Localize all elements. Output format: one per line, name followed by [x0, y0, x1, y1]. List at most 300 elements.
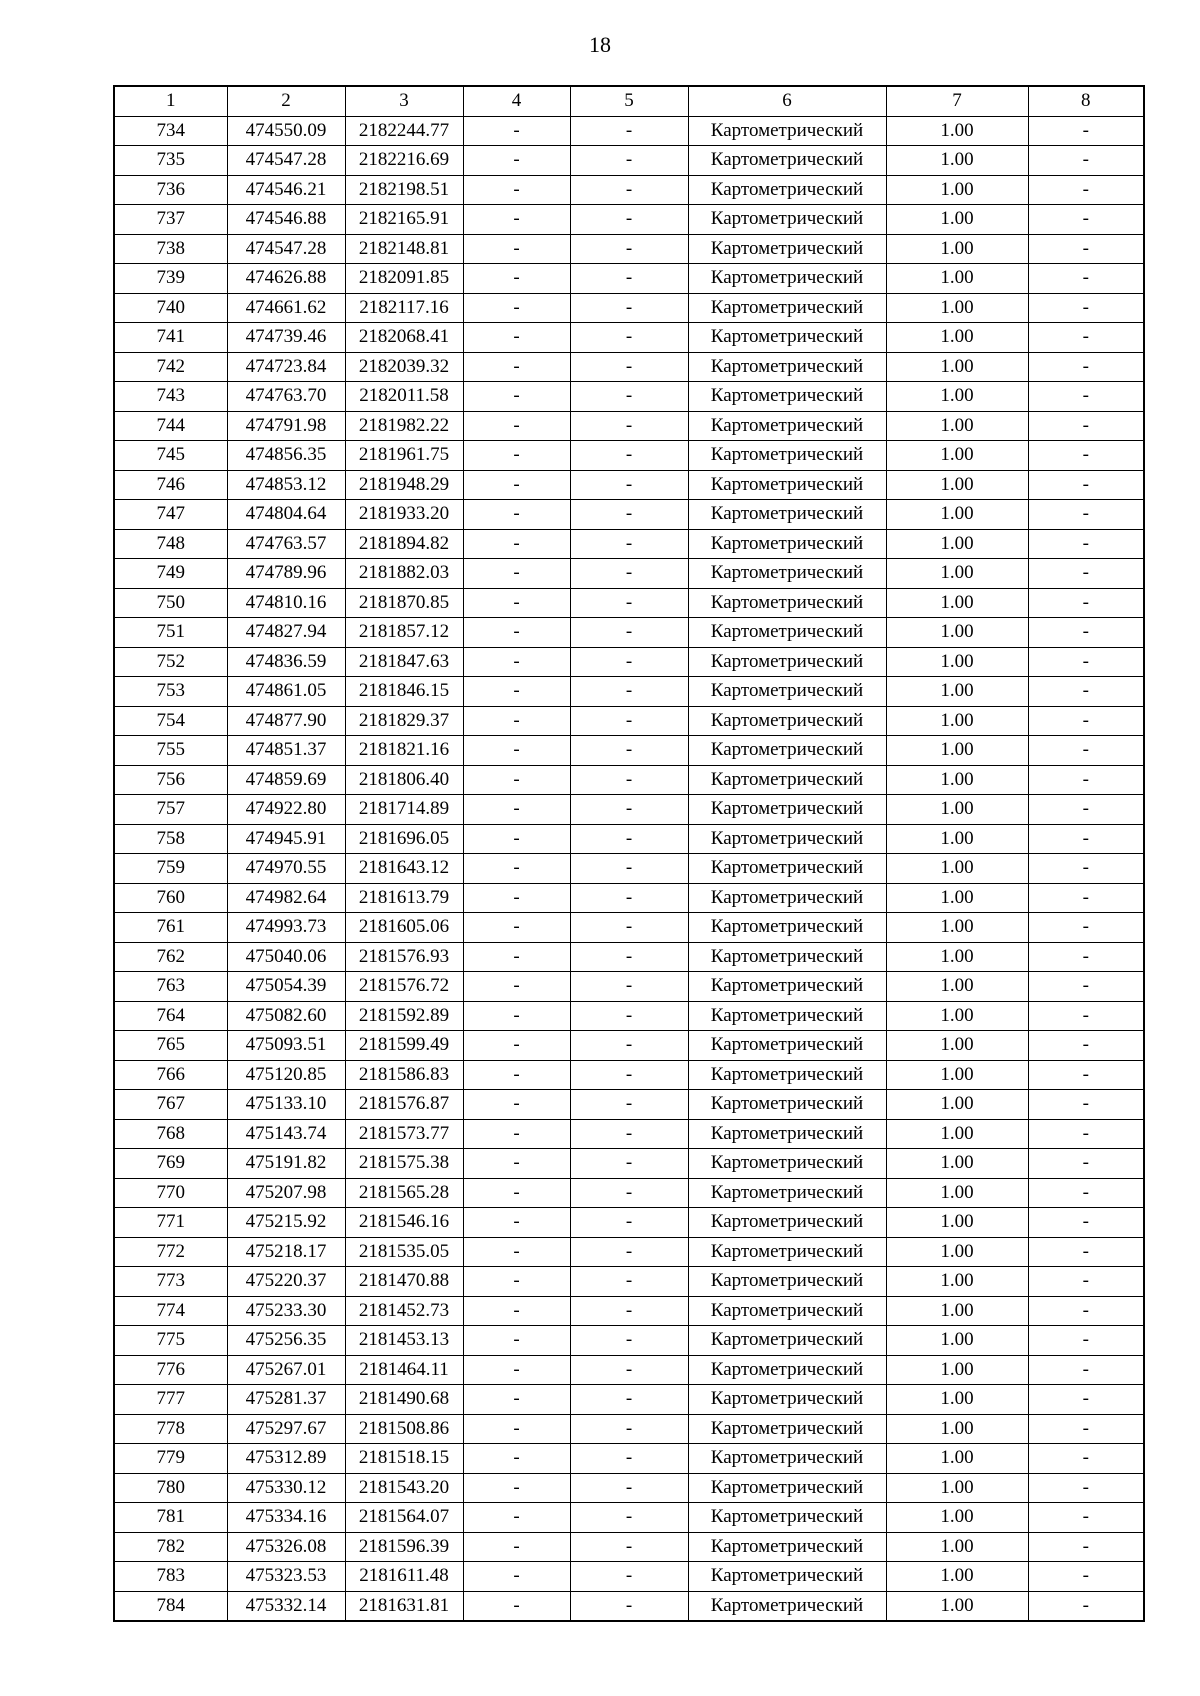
table-row — [114, 1562, 1144, 1592]
y-coordinate-cell: 2181829.37 — [345, 706, 463, 736]
accuracy-cell: 1.00 — [886, 824, 1028, 854]
point-number-cell: 782 — [114, 1532, 227, 1562]
column-4-cell: - — [463, 618, 570, 648]
method-cell: Картометрический — [688, 1090, 886, 1120]
x-coordinate-cell: 474877.90 — [227, 706, 345, 736]
accuracy-cell: 1.00 — [886, 618, 1028, 648]
column-8-cell: - — [1028, 1149, 1144, 1179]
x-coordinate-cell: 475040.06 — [227, 942, 345, 972]
x-coordinate-cell: 474804.64 — [227, 500, 345, 530]
column-4-cell: - — [463, 116, 570, 146]
x-coordinate-cell: 475297.67 — [227, 1414, 345, 1444]
column-5-cell: - — [570, 1090, 688, 1120]
table-row — [114, 1326, 1144, 1356]
x-coordinate-cell: 474546.88 — [227, 205, 345, 235]
x-coordinate-cell: 474861.05 — [227, 677, 345, 707]
point-number-cell: 762 — [114, 942, 227, 972]
column-4-cell: - — [463, 1149, 570, 1179]
table-row — [114, 1385, 1144, 1415]
column-4-cell: - — [463, 1090, 570, 1120]
table-row — [114, 1237, 1144, 1267]
point-number-cell: 779 — [114, 1444, 227, 1474]
table-row — [114, 411, 1144, 441]
table-row — [114, 706, 1144, 736]
x-coordinate-cell: 474945.91 — [227, 824, 345, 854]
method-cell: Картометрический — [688, 175, 886, 205]
column-5-cell: - — [570, 1503, 688, 1533]
table-row — [114, 883, 1144, 913]
column-4-cell: - — [463, 559, 570, 589]
y-coordinate-cell: 2181948.29 — [345, 470, 463, 500]
column-5-cell: - — [570, 1591, 688, 1621]
column-8-cell: - — [1028, 677, 1144, 707]
x-coordinate-cell: 475054.39 — [227, 972, 345, 1002]
accuracy-cell: 1.00 — [886, 1149, 1028, 1179]
header-cell: 5 — [570, 86, 688, 116]
y-coordinate-cell: 2181611.48 — [345, 1562, 463, 1592]
column-4-cell: - — [463, 1414, 570, 1444]
column-5-cell: - — [570, 529, 688, 559]
column-5-cell: - — [570, 1060, 688, 1090]
point-number-cell: 769 — [114, 1149, 227, 1179]
column-8-cell: - — [1028, 500, 1144, 530]
point-number-cell: 740 — [114, 293, 227, 323]
accuracy-cell: 1.00 — [886, 706, 1028, 736]
method-cell: Картометрический — [688, 618, 886, 648]
column-4-cell: - — [463, 1562, 570, 1592]
column-8-cell: - — [1028, 765, 1144, 795]
accuracy-cell: 1.00 — [886, 1355, 1028, 1385]
x-coordinate-cell: 475133.10 — [227, 1090, 345, 1120]
accuracy-cell: 1.00 — [886, 588, 1028, 618]
accuracy-cell: 1.00 — [886, 883, 1028, 913]
column-4-cell: - — [463, 942, 570, 972]
column-5-cell: - — [570, 1119, 688, 1149]
header-cell: 1 — [114, 86, 227, 116]
x-coordinate-cell: 474970.55 — [227, 854, 345, 884]
column-4-cell: - — [463, 1296, 570, 1326]
point-number-cell: 750 — [114, 588, 227, 618]
column-4-cell: - — [463, 1031, 570, 1061]
column-4-cell: - — [463, 588, 570, 618]
y-coordinate-cell: 2181982.22 — [345, 411, 463, 441]
point-number-cell: 744 — [114, 411, 227, 441]
accuracy-cell: 1.00 — [886, 529, 1028, 559]
x-coordinate-cell: 475312.89 — [227, 1444, 345, 1474]
y-coordinate-cell: 2181696.05 — [345, 824, 463, 854]
column-5-cell: - — [570, 1237, 688, 1267]
x-coordinate-cell: 475082.60 — [227, 1001, 345, 1031]
table-row — [114, 647, 1144, 677]
point-number-cell: 735 — [114, 146, 227, 176]
table-row — [114, 942, 1144, 972]
column-4-cell: - — [463, 913, 570, 943]
method-cell: Картометрический — [688, 1591, 886, 1621]
table-row — [114, 1267, 1144, 1297]
table-row — [114, 1444, 1144, 1474]
point-number-cell: 761 — [114, 913, 227, 943]
method-cell: Картометрический — [688, 441, 886, 471]
x-coordinate-cell: 474827.94 — [227, 618, 345, 648]
column-8-cell: - — [1028, 824, 1144, 854]
method-cell: Картометрический — [688, 1119, 886, 1149]
method-cell: Картометрический — [688, 1237, 886, 1267]
column-8-cell: - — [1028, 205, 1144, 235]
accuracy-cell: 1.00 — [886, 234, 1028, 264]
method-cell: Картометрический — [688, 1149, 886, 1179]
point-number-cell: 777 — [114, 1385, 227, 1415]
y-coordinate-cell: 2182068.41 — [345, 323, 463, 353]
column-8-cell: - — [1028, 234, 1144, 264]
accuracy-cell: 1.00 — [886, 1060, 1028, 1090]
point-number-cell: 748 — [114, 529, 227, 559]
method-cell: Картометрический — [688, 323, 886, 353]
method-cell: Картометрический — [688, 706, 886, 736]
accuracy-cell: 1.00 — [886, 116, 1028, 146]
x-coordinate-cell: 474859.69 — [227, 765, 345, 795]
x-coordinate-cell: 474547.28 — [227, 234, 345, 264]
column-5-cell: - — [570, 1385, 688, 1415]
x-coordinate-cell: 474922.80 — [227, 795, 345, 825]
point-number-cell: 776 — [114, 1355, 227, 1385]
y-coordinate-cell: 2181894.82 — [345, 529, 463, 559]
method-cell: Картометрический — [688, 234, 886, 264]
column-5-cell: - — [570, 264, 688, 294]
table-row — [114, 854, 1144, 884]
table-row — [114, 1031, 1144, 1061]
method-cell: Картометрический — [688, 824, 886, 854]
column-4-cell: - — [463, 323, 570, 353]
column-4-cell: - — [463, 1473, 570, 1503]
method-cell: Картометрический — [688, 559, 886, 589]
column-4-cell: - — [463, 264, 570, 294]
x-coordinate-cell: 475143.74 — [227, 1119, 345, 1149]
method-cell: Картометрический — [688, 1532, 886, 1562]
accuracy-cell: 1.00 — [886, 352, 1028, 382]
accuracy-cell: 1.00 — [886, 175, 1028, 205]
table-row — [114, 824, 1144, 854]
method-cell: Картометрический — [688, 1562, 886, 1592]
column-8-cell: - — [1028, 972, 1144, 1002]
accuracy-cell: 1.00 — [886, 1237, 1028, 1267]
header-cell: 2 — [227, 86, 345, 116]
column-8-cell: - — [1028, 529, 1144, 559]
column-4-cell: - — [463, 706, 570, 736]
column-8-cell: - — [1028, 441, 1144, 471]
column-5-cell: - — [570, 382, 688, 412]
column-4-cell: - — [463, 529, 570, 559]
column-4-cell: - — [463, 1237, 570, 1267]
y-coordinate-cell: 2181464.11 — [345, 1355, 463, 1385]
column-8-cell: - — [1028, 795, 1144, 825]
column-8-cell: - — [1028, 1296, 1144, 1326]
column-8-cell: - — [1028, 1562, 1144, 1592]
x-coordinate-cell: 475093.51 — [227, 1031, 345, 1061]
accuracy-cell: 1.00 — [886, 146, 1028, 176]
x-coordinate-cell: 475323.53 — [227, 1562, 345, 1592]
point-number-cell: 770 — [114, 1178, 227, 1208]
accuracy-cell: 1.00 — [886, 1296, 1028, 1326]
y-coordinate-cell: 2181857.12 — [345, 618, 463, 648]
point-number-cell: 739 — [114, 264, 227, 294]
x-coordinate-cell: 475334.16 — [227, 1503, 345, 1533]
accuracy-cell: 1.00 — [886, 205, 1028, 235]
y-coordinate-cell: 2181564.07 — [345, 1503, 463, 1533]
x-coordinate-cell: 475233.30 — [227, 1296, 345, 1326]
x-coordinate-cell: 475220.37 — [227, 1267, 345, 1297]
y-coordinate-cell: 2182216.69 — [345, 146, 463, 176]
accuracy-cell: 1.00 — [886, 411, 1028, 441]
x-coordinate-cell: 474789.96 — [227, 559, 345, 589]
column-4-cell: - — [463, 795, 570, 825]
column-8-cell: - — [1028, 1267, 1144, 1297]
column-5-cell: - — [570, 677, 688, 707]
method-cell: Картометрический — [688, 942, 886, 972]
y-coordinate-cell: 2181546.16 — [345, 1208, 463, 1238]
column-5-cell: - — [570, 736, 688, 766]
accuracy-cell: 1.00 — [886, 1090, 1028, 1120]
column-4-cell: - — [463, 736, 570, 766]
x-coordinate-cell: 474763.70 — [227, 382, 345, 412]
x-coordinate-cell: 475326.08 — [227, 1532, 345, 1562]
column-5-cell: - — [570, 441, 688, 471]
column-4-cell: - — [463, 1444, 570, 1474]
column-8-cell: - — [1028, 264, 1144, 294]
column-5-cell: - — [570, 1149, 688, 1179]
column-5-cell: - — [570, 1532, 688, 1562]
point-number-cell: 753 — [114, 677, 227, 707]
method-cell: Картометрический — [688, 1208, 886, 1238]
method-cell: Картометрический — [688, 205, 886, 235]
column-5-cell: - — [570, 175, 688, 205]
accuracy-cell: 1.00 — [886, 293, 1028, 323]
accuracy-cell: 1.00 — [886, 1444, 1028, 1474]
y-coordinate-cell: 2181543.20 — [345, 1473, 463, 1503]
y-coordinate-cell: 2181933.20 — [345, 500, 463, 530]
accuracy-cell: 1.00 — [886, 1208, 1028, 1238]
x-coordinate-cell: 474723.84 — [227, 352, 345, 382]
x-coordinate-cell: 474856.35 — [227, 441, 345, 471]
table-row — [114, 559, 1144, 589]
table-row — [114, 1503, 1144, 1533]
point-number-cell: 734 — [114, 116, 227, 146]
table-row — [114, 1178, 1144, 1208]
point-number-cell: 751 — [114, 618, 227, 648]
table-body — [114, 116, 1144, 1621]
x-coordinate-cell: 474851.37 — [227, 736, 345, 766]
y-coordinate-cell: 2181576.93 — [345, 942, 463, 972]
method-cell: Картометрический — [688, 647, 886, 677]
column-8-cell: - — [1028, 116, 1144, 146]
x-coordinate-cell: 475207.98 — [227, 1178, 345, 1208]
column-4-cell: - — [463, 205, 570, 235]
column-8-cell: - — [1028, 175, 1144, 205]
table-row — [114, 529, 1144, 559]
column-5-cell: - — [570, 1208, 688, 1238]
column-8-cell: - — [1028, 1532, 1144, 1562]
accuracy-cell: 1.00 — [886, 559, 1028, 589]
point-number-cell: 743 — [114, 382, 227, 412]
table-row — [114, 382, 1144, 412]
table-row — [114, 293, 1144, 323]
accuracy-cell: 1.00 — [886, 1326, 1028, 1356]
x-coordinate-cell: 474626.88 — [227, 264, 345, 294]
point-number-cell: 759 — [114, 854, 227, 884]
column-4-cell: - — [463, 1119, 570, 1149]
table-row — [114, 323, 1144, 353]
column-4-cell: - — [463, 175, 570, 205]
x-coordinate-cell: 474739.46 — [227, 323, 345, 353]
method-cell: Картометрический — [688, 1503, 886, 1533]
column-5-cell: - — [570, 618, 688, 648]
y-coordinate-cell: 2181847.63 — [345, 647, 463, 677]
method-cell: Картометрический — [688, 854, 886, 884]
point-number-cell: 738 — [114, 234, 227, 264]
column-5-cell: - — [570, 1267, 688, 1297]
column-4-cell: - — [463, 411, 570, 441]
column-4-cell: - — [463, 1267, 570, 1297]
accuracy-cell: 1.00 — [886, 1562, 1028, 1592]
accuracy-cell: 1.00 — [886, 1119, 1028, 1149]
point-number-cell: 760 — [114, 883, 227, 913]
y-coordinate-cell: 2182039.32 — [345, 352, 463, 382]
method-cell: Картометрический — [688, 1355, 886, 1385]
table-row — [114, 264, 1144, 294]
x-coordinate-cell: 475191.82 — [227, 1149, 345, 1179]
accuracy-cell: 1.00 — [886, 1473, 1028, 1503]
table-row — [114, 1355, 1144, 1385]
x-coordinate-cell: 474547.28 — [227, 146, 345, 176]
y-coordinate-cell: 2181596.39 — [345, 1532, 463, 1562]
y-coordinate-cell: 2181882.03 — [345, 559, 463, 589]
y-coordinate-cell: 2181490.68 — [345, 1385, 463, 1415]
table-row — [114, 1532, 1144, 1562]
y-coordinate-cell: 2182165.91 — [345, 205, 463, 235]
accuracy-cell: 1.00 — [886, 1591, 1028, 1621]
column-4-cell: - — [463, 352, 570, 382]
method-cell: Картометрический — [688, 913, 886, 943]
column-4-cell: - — [463, 677, 570, 707]
column-4-cell: - — [463, 1532, 570, 1562]
accuracy-cell: 1.00 — [886, 677, 1028, 707]
table-row — [114, 175, 1144, 205]
accuracy-cell: 1.00 — [886, 500, 1028, 530]
y-coordinate-cell: 2181576.87 — [345, 1090, 463, 1120]
table-row — [114, 677, 1144, 707]
point-number-cell: 781 — [114, 1503, 227, 1533]
header-cell: 4 — [463, 86, 570, 116]
accuracy-cell: 1.00 — [886, 1532, 1028, 1562]
y-coordinate-cell: 2181576.72 — [345, 972, 463, 1002]
point-number-cell: 736 — [114, 175, 227, 205]
table-row — [114, 913, 1144, 943]
method-cell: Картометрический — [688, 1296, 886, 1326]
column-5-cell: - — [570, 234, 688, 264]
column-4-cell: - — [463, 500, 570, 530]
point-number-cell: 768 — [114, 1119, 227, 1149]
column-8-cell: - — [1028, 647, 1144, 677]
x-coordinate-cell: 475120.85 — [227, 1060, 345, 1090]
column-5-cell: - — [570, 1178, 688, 1208]
column-4-cell: - — [463, 234, 570, 264]
method-cell: Картометрический — [688, 736, 886, 766]
x-coordinate-cell: 474546.21 — [227, 175, 345, 205]
point-number-cell: 742 — [114, 352, 227, 382]
column-5-cell: - — [570, 1326, 688, 1356]
column-8-cell: - — [1028, 1355, 1144, 1385]
accuracy-cell: 1.00 — [886, 441, 1028, 471]
column-8-cell: - — [1028, 470, 1144, 500]
table-row — [114, 352, 1144, 382]
point-number-cell: 741 — [114, 323, 227, 353]
y-coordinate-cell: 2182091.85 — [345, 264, 463, 294]
y-coordinate-cell: 2182011.58 — [345, 382, 463, 412]
table-row — [114, 1591, 1144, 1621]
point-number-cell: 757 — [114, 795, 227, 825]
x-coordinate-cell: 475256.35 — [227, 1326, 345, 1356]
accuracy-cell: 1.00 — [886, 736, 1028, 766]
column-4-cell: - — [463, 1178, 570, 1208]
column-8-cell: - — [1028, 1060, 1144, 1090]
accuracy-cell: 1.00 — [886, 854, 1028, 884]
column-5-cell: - — [570, 854, 688, 884]
column-8-cell: - — [1028, 1473, 1144, 1503]
accuracy-cell: 1.00 — [886, 470, 1028, 500]
point-number-cell: 763 — [114, 972, 227, 1002]
point-number-cell: 745 — [114, 441, 227, 471]
column-4-cell: - — [463, 1385, 570, 1415]
column-4-cell: - — [463, 441, 570, 471]
point-number-cell: 754 — [114, 706, 227, 736]
y-coordinate-cell: 2181643.12 — [345, 854, 463, 884]
header-cell: 8 — [1028, 86, 1144, 116]
point-number-cell: 752 — [114, 647, 227, 677]
method-cell: Картометрический — [688, 1031, 886, 1061]
method-cell: Картометрический — [688, 529, 886, 559]
x-coordinate-cell: 475218.17 — [227, 1237, 345, 1267]
column-5-cell: - — [570, 352, 688, 382]
column-5-cell: - — [570, 824, 688, 854]
y-coordinate-cell: 2181599.49 — [345, 1031, 463, 1061]
column-4-cell: - — [463, 470, 570, 500]
table-row — [114, 205, 1144, 235]
column-8-cell: - — [1028, 1178, 1144, 1208]
accuracy-cell: 1.00 — [886, 647, 1028, 677]
x-coordinate-cell: 475215.92 — [227, 1208, 345, 1238]
column-5-cell: - — [570, 500, 688, 530]
column-8-cell: - — [1028, 1237, 1144, 1267]
y-coordinate-cell: 2181535.05 — [345, 1237, 463, 1267]
table-row — [114, 234, 1144, 264]
y-coordinate-cell: 2181575.38 — [345, 1149, 463, 1179]
y-coordinate-cell: 2181714.89 — [345, 795, 463, 825]
column-5-cell: - — [570, 883, 688, 913]
accuracy-cell: 1.00 — [886, 323, 1028, 353]
accuracy-cell: 1.00 — [886, 264, 1028, 294]
point-number-cell: 780 — [114, 1473, 227, 1503]
table-row — [114, 1090, 1144, 1120]
column-8-cell: - — [1028, 146, 1144, 176]
y-coordinate-cell: 2181586.83 — [345, 1060, 463, 1090]
table-row — [114, 736, 1144, 766]
y-coordinate-cell: 2181573.77 — [345, 1119, 463, 1149]
accuracy-cell: 1.00 — [886, 972, 1028, 1002]
column-8-cell: - — [1028, 1414, 1144, 1444]
y-coordinate-cell: 2181565.28 — [345, 1178, 463, 1208]
point-number-cell: 764 — [114, 1001, 227, 1031]
column-5-cell: - — [570, 559, 688, 589]
accuracy-cell: 1.00 — [886, 1503, 1028, 1533]
